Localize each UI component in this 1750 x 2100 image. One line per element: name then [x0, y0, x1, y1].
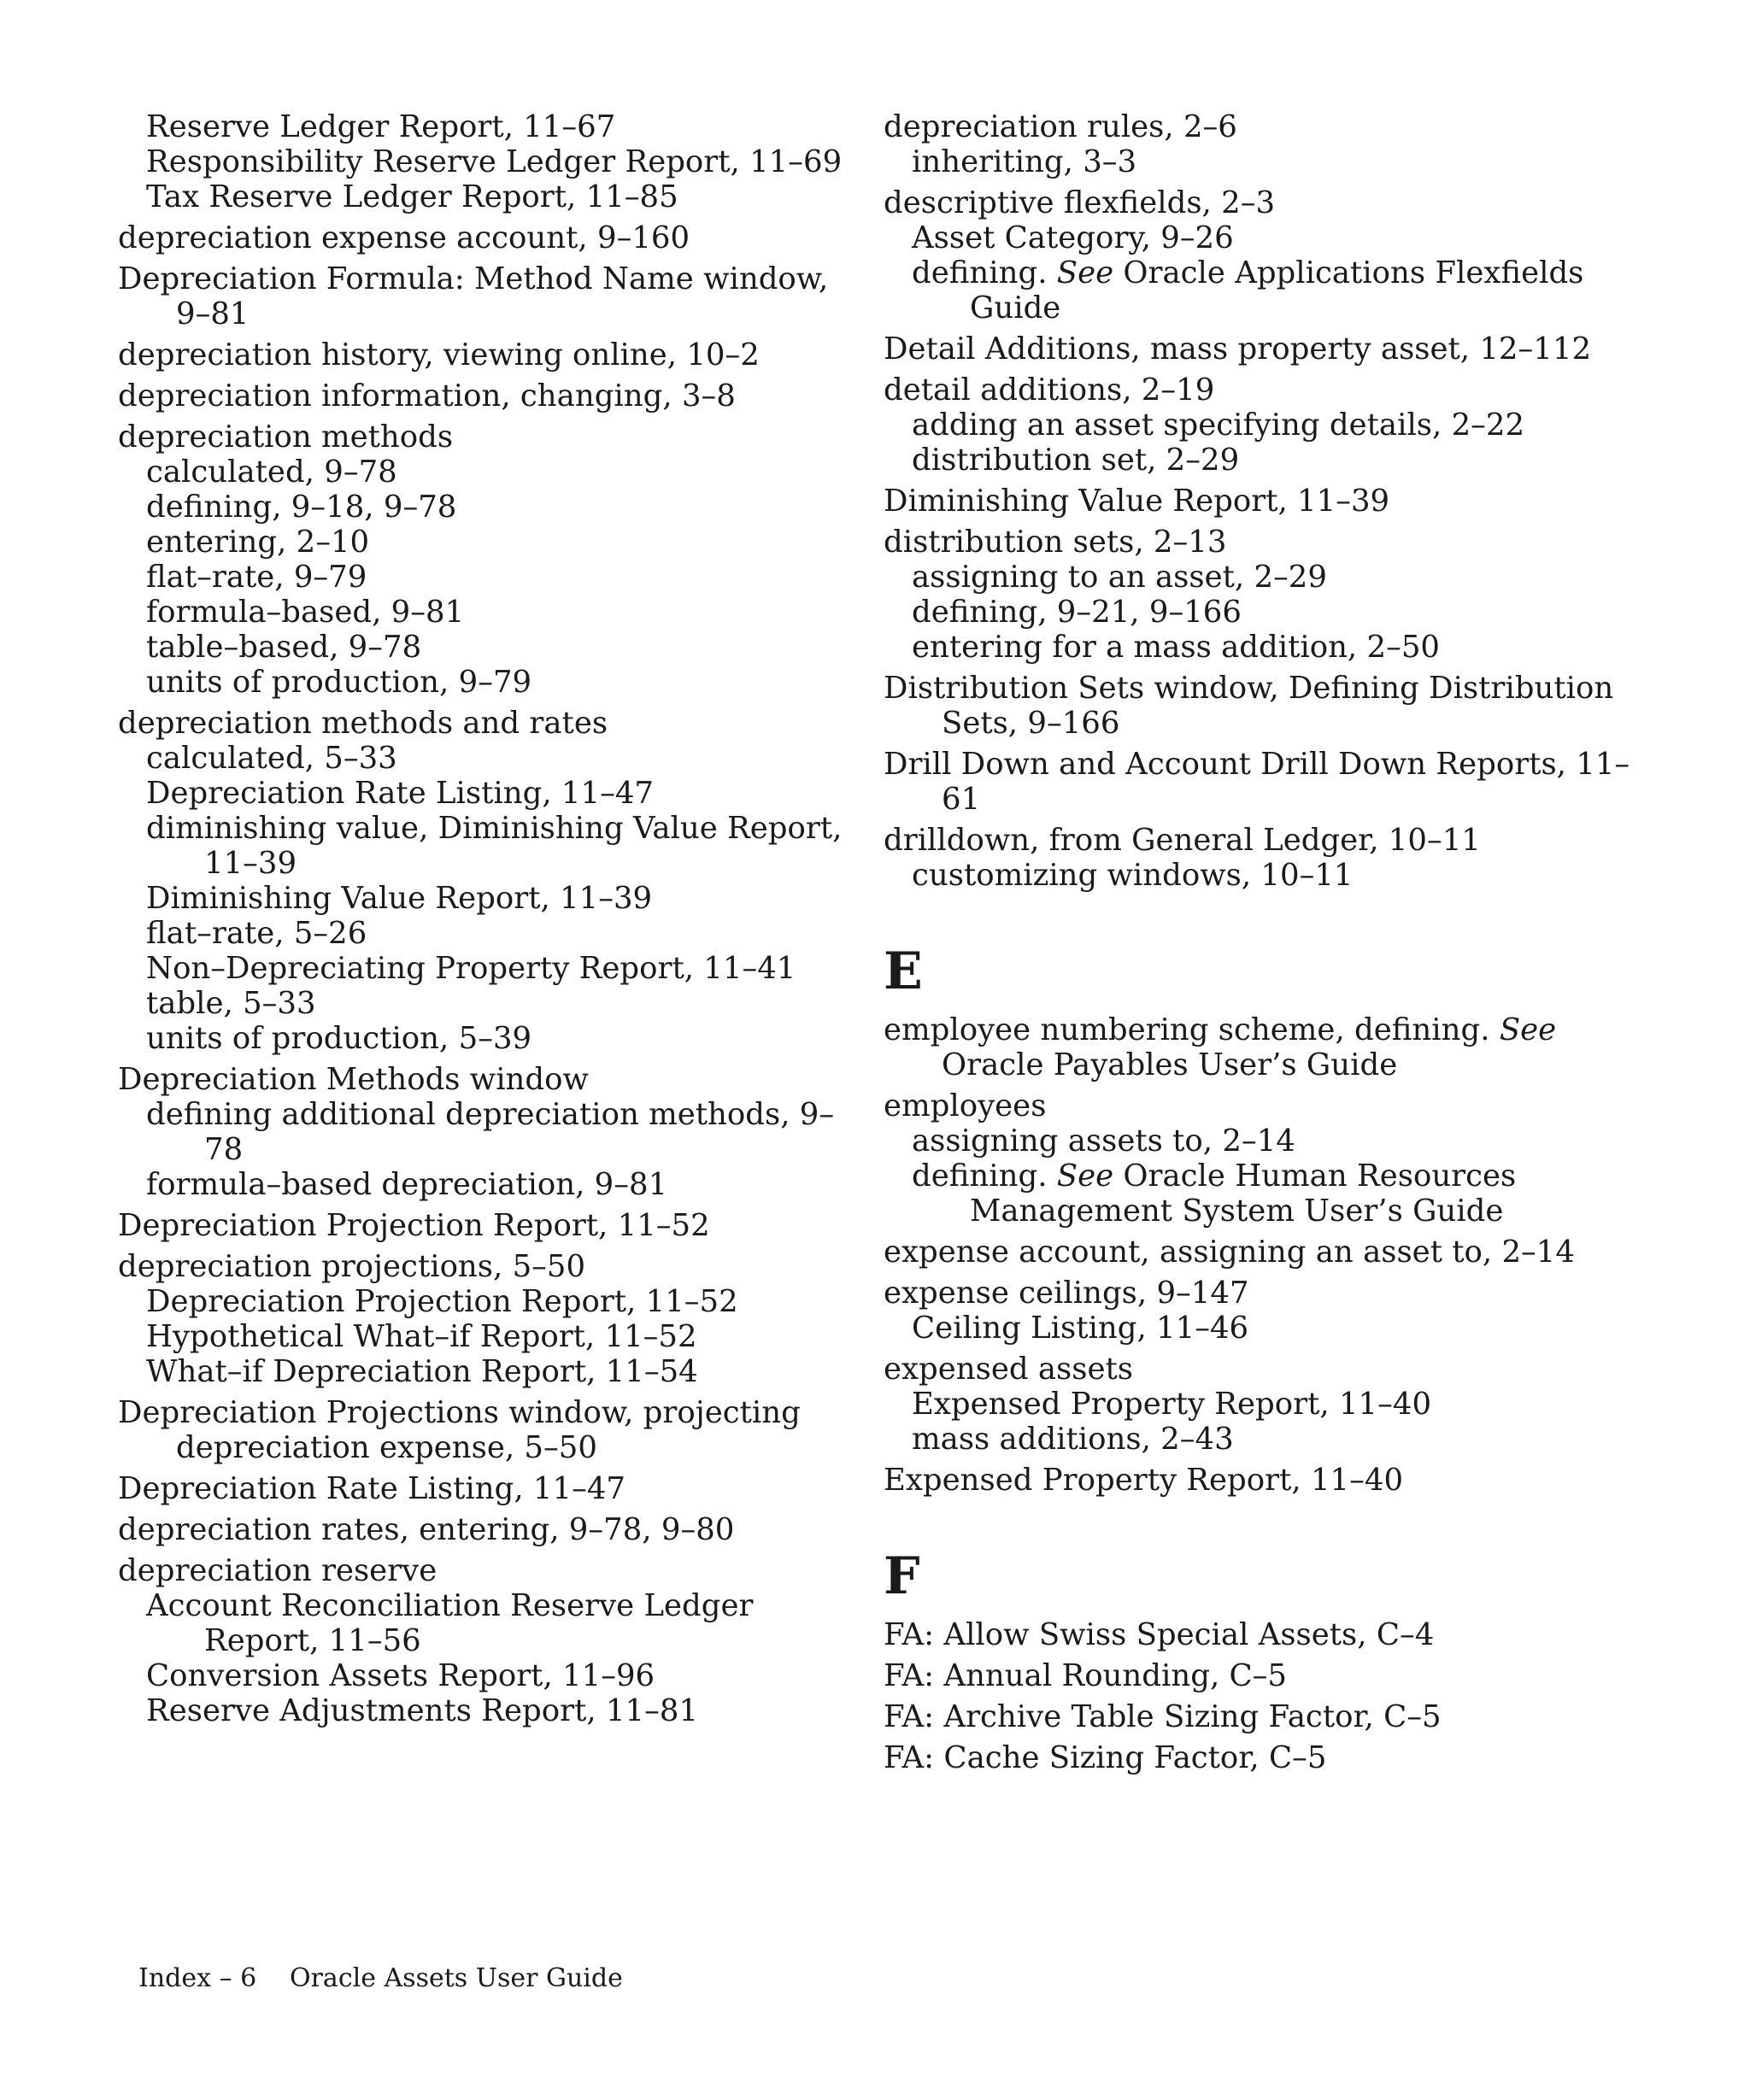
index-entry-text: Depreciation Projections window, projecting depreciation expense, 5–50 — [118, 1395, 801, 1465]
index-entry — [118, 1249, 853, 1284]
index-entry — [884, 331, 1635, 367]
left-column — [118, 109, 853, 1728]
index-subentry — [118, 776, 853, 811]
index-entry — [118, 1471, 853, 1506]
see-reference: See — [1056, 1159, 1114, 1194]
entry-reference-target: Oracle Payables User’s Guide — [942, 1047, 1398, 1082]
index-entry-text: adding an asset specifying details, 2–22 — [912, 408, 1525, 443]
index-subentry — [884, 1123, 1635, 1159]
index-entry — [884, 1088, 1635, 1123]
index-entry-text: assigning assets to, 2–14 — [912, 1123, 1295, 1159]
index-entry-text: Depreciation Projection Report, 11–52 — [118, 1208, 710, 1243]
index-entry-text: Responsibility Reserve Ledger Report, 11–69 — [146, 144, 843, 179]
index-subentry — [884, 255, 1635, 326]
index-entry — [884, 372, 1635, 408]
index-entry — [884, 1276, 1635, 1311]
index-subentry — [118, 916, 853, 951]
index-subentry — [884, 560, 1635, 595]
index-subentry — [118, 741, 853, 776]
index-subentry — [884, 1159, 1635, 1229]
section-f-entries — [884, 1617, 1635, 1775]
index-entry-text: Reserve Ledger Report, 11–67 — [146, 109, 616, 144]
index-entry-text: customizing windows, 10–11 — [912, 858, 1354, 893]
index-entry-text: mass additions, 2–43 — [912, 1422, 1234, 1457]
right-column — [884, 109, 1635, 1775]
index-subentry — [884, 220, 1635, 255]
index-subentry — [118, 986, 853, 1021]
index-entry — [884, 1658, 1635, 1693]
index-entry — [118, 1062, 853, 1097]
index-entry-text: table–based, 9–78 — [146, 630, 422, 665]
index-entry-text: units of production, 5–39 — [146, 1021, 532, 1056]
index-entry — [884, 109, 1635, 144]
index-entry-text: entering, 2–10 — [146, 525, 370, 560]
index-entry-text: inheriting, 3–3 — [912, 144, 1137, 179]
index-subentry — [884, 408, 1635, 443]
index-entry-text: depreciation methods and rates — [118, 706, 608, 741]
index-entry-text: Detail Additions, mass property asset, 12–112 — [884, 331, 1592, 367]
index-entry-text: Ceiling Listing, 11–46 — [912, 1311, 1249, 1346]
index-entry — [884, 1617, 1635, 1652]
index-entry-text: Depreciation Projection Report, 11–52 — [146, 1284, 738, 1319]
see-reference: See — [1056, 255, 1114, 290]
index-entry-text: Depreciation Methods window — [118, 1062, 589, 1097]
index-entry-text: calculated, 5–33 — [146, 741, 397, 776]
index-entry-text: distribution set, 2–29 — [912, 443, 1240, 478]
index-entry — [118, 1208, 853, 1243]
index-entry-text: formula–based, 9–81 — [146, 595, 465, 630]
index-subentry — [118, 1588, 853, 1658]
index-entry — [118, 419, 853, 455]
index-subentry — [118, 1284, 853, 1319]
index-entry — [118, 220, 853, 255]
see-reference: See — [1499, 1012, 1557, 1047]
index-subentry — [118, 1021, 853, 1056]
index-entry-text: expense ceilings, 9–147 — [884, 1276, 1249, 1311]
index-entry-text: depreciation methods — [118, 419, 454, 455]
index-subentry — [884, 1311, 1635, 1346]
index-subentry — [118, 630, 853, 665]
index-entry-text: Depreciation Rate Listing, 11–47 — [146, 776, 655, 811]
index-subentry — [118, 951, 853, 986]
index-entry-text: assigning to an asset, 2–29 — [912, 560, 1327, 595]
index-entry-text: FA: Archive Table Sizing Factor, C–5 — [884, 1699, 1442, 1734]
index-subentry — [118, 1354, 853, 1389]
entry-lead-text: employee numbering scheme, defining. — [884, 1012, 1500, 1047]
index-subentry — [884, 1422, 1635, 1457]
index-subentry — [118, 1693, 853, 1728]
index-entry — [118, 261, 853, 331]
section-e-entries — [884, 1012, 1635, 1498]
index-entry-text: FA: Allow Swiss Special Assets, C–4 — [884, 1617, 1435, 1652]
index-entry-text: What–if Depreciation Report, 11–54 — [146, 1354, 698, 1389]
index-subentry — [884, 595, 1635, 630]
index-entry-text: depreciation information, changing, 3–8 — [118, 378, 736, 414]
index-subentry — [884, 443, 1635, 478]
index-entry-text: Drill Down and Account Drill Down Reports, 11–61 — [884, 747, 1630, 817]
index-entry-text: formula–based depreciation, 9–81 — [146, 1167, 668, 1202]
index-entry — [884, 1352, 1635, 1387]
index-subentry — [118, 455, 853, 490]
index-subentry — [884, 1387, 1635, 1422]
index-entry — [118, 1512, 853, 1547]
index-subentry — [884, 630, 1635, 665]
index-subentry — [118, 179, 853, 214]
index-entry-text: FA: Cache Sizing Factor, C–5 — [884, 1740, 1327, 1775]
index-subentry — [118, 560, 853, 595]
index-entry-text: units of production, 9–79 — [146, 665, 532, 700]
index-subentry — [118, 1167, 853, 1202]
index-entry-text: defining additional depreciation methods, 9–78 — [146, 1097, 835, 1167]
index-entry — [884, 185, 1635, 220]
index-subentry — [118, 525, 853, 560]
index-entry-text: defining, 9–18, 9–78 — [146, 490, 457, 525]
index-entry-text: flat–rate, 5–26 — [146, 916, 367, 951]
index-entry-text: table, 5–33 — [146, 986, 316, 1021]
index-entry-text: Conversion Assets Report, 11–96 — [146, 1658, 655, 1693]
index-entry — [884, 525, 1635, 560]
index-entry — [884, 823, 1635, 858]
index-entry-text: distribution sets, 2–13 — [884, 525, 1227, 560]
index-entry — [118, 337, 853, 372]
index-subentry — [884, 144, 1635, 179]
index-entry-text: FA: Annual Rounding, C–5 — [884, 1658, 1288, 1693]
index-entry-text: depreciation history, viewing online, 10–2 — [118, 337, 760, 372]
index-entry-text: Tax Reserve Ledger Report, 11–85 — [146, 179, 678, 214]
index-entry-text: drilldown, from General Ledger, 10–11 — [884, 823, 1481, 858]
index-entry — [884, 1740, 1635, 1775]
entry-lead-text: defining. — [912, 1159, 1057, 1194]
index-entry-text: Asset Category, 9–26 — [912, 220, 1234, 255]
index-entry — [884, 1699, 1635, 1734]
index-entry-text — [912, 1159, 1635, 1229]
index-subentry — [118, 144, 853, 179]
index-entry — [884, 1463, 1635, 1498]
section-letter-f: F — [884, 1546, 920, 1606]
index-entry — [884, 1012, 1635, 1082]
index-entry — [118, 378, 853, 414]
index-entry — [884, 671, 1635, 741]
index-entry-text: expense account, assigning an asset to, 2–14 — [884, 1235, 1575, 1270]
index-entry — [118, 1553, 853, 1588]
index-entry-text: depreciation expense account, 9–160 — [118, 220, 690, 255]
index-entry-text: depreciation rates, entering, 9–78, 9–80 — [118, 1512, 735, 1547]
page-footer — [138, 1963, 623, 1994]
entry-lead-text: defining. — [912, 255, 1057, 290]
index-entry-text: Depreciation Formula: Method Name window, 9–81 — [118, 261, 829, 331]
index-entry — [884, 747, 1635, 817]
index-subentry — [118, 1319, 853, 1354]
index-entry-text — [884, 1012, 1635, 1082]
index-entry-text: Diminishing Value Report, 11–39 — [884, 484, 1390, 519]
index-entry — [118, 706, 853, 741]
index-entry-text: depreciation reserve — [118, 1553, 438, 1588]
section-d-continued — [884, 109, 1635, 893]
index-entry-text: Depreciation Rate Listing, 11–47 — [118, 1471, 626, 1506]
section-letter-e: E — [884, 941, 923, 1001]
index-entry-text — [912, 255, 1635, 326]
index-subentry — [118, 881, 853, 916]
footer-book-title: Oracle Assets User Guide — [290, 1963, 623, 1993]
index-entry-text: entering for a mass addition, 2–50 — [912, 630, 1441, 665]
entry-reference-target: Oracle Applications Flexfields Guide — [970, 255, 1584, 326]
index-entry-text: defining, 9–21, 9–166 — [912, 595, 1242, 630]
index-entry-text: expensed assets — [884, 1352, 1133, 1387]
index-entry-text: Non–Depreciating Property Report, 11–41 — [146, 951, 796, 986]
index-subentry — [118, 1658, 853, 1693]
index-entry-text: Hypothetical What–if Report, 11–52 — [146, 1319, 697, 1354]
index-entry-text: flat–rate, 9–79 — [146, 560, 367, 595]
index-entry-text: descriptive flexfields, 2–3 — [884, 185, 1276, 220]
index-entry-text: depreciation projections, 5–50 — [118, 1249, 586, 1284]
index-entry-text: Reserve Adjustments Report, 11–81 — [146, 1693, 699, 1728]
index-entry — [884, 484, 1635, 519]
index-entry — [884, 1235, 1635, 1270]
index-entry-text: Expensed Property Report, 11–40 — [912, 1387, 1432, 1422]
index-entry-text: detail additions, 2–19 — [884, 372, 1215, 408]
index-subentry — [118, 109, 853, 144]
index-subentry — [884, 858, 1635, 893]
index-subentry — [118, 665, 853, 700]
entry-reference-target: Oracle Human Resources Management System User’s Guide — [970, 1159, 1517, 1229]
index-subentry — [118, 811, 853, 881]
index-entry-text: depreciation rules, 2–6 — [884, 109, 1237, 144]
index-entry-text: Account Reconciliation Reserve Ledger Report, 11–56 — [146, 1588, 754, 1658]
index-entry-text: Distribution Sets window, Defining Distribution Sets, 9–166 — [884, 671, 1614, 741]
index-subentry — [118, 490, 853, 525]
index-entry-text: Expensed Property Report, 11–40 — [884, 1463, 1404, 1498]
index-subentry — [118, 1097, 853, 1167]
index-entry-text: employees — [884, 1088, 1047, 1123]
index-subentry — [118, 595, 853, 630]
footer-page-number: Index – 6 — [138, 1963, 257, 1993]
index-entry-text: Diminishing Value Report, 11–39 — [146, 881, 653, 916]
index-entry-text: calculated, 9–78 — [146, 455, 397, 490]
index-entry-text: diminishing value, Diminishing Value Report, 11–39 — [146, 811, 843, 881]
index-entry — [118, 1395, 853, 1465]
